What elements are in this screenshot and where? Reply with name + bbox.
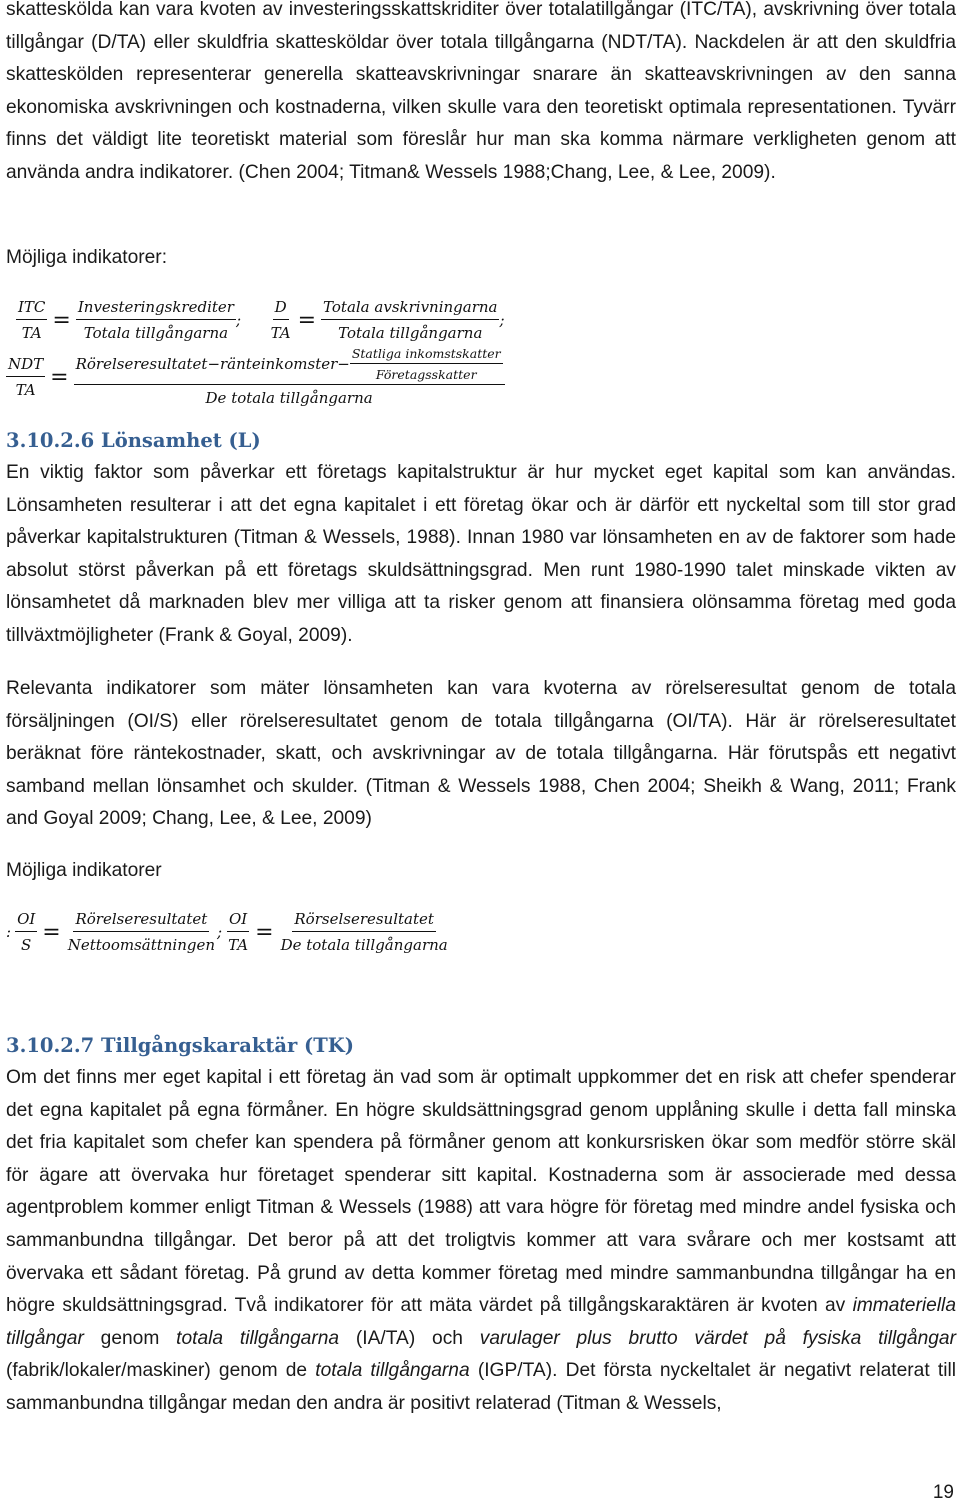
section-heading-tillgang: 3.10.2.7 Tillgångskaraktär (TK) [6,1034,354,1057]
paragraph-lonsamhet-2: Relevanta indikatorer som mäter lönsamheten kan vara kvoterna av rörelseresultat genom de totala försäljningen (OI/S) eller rörelseresultatet genom de totala tillgångarna (OI/TA). Här är rörelseresultatet beräknat före räntekostnader, skatt, och avskrivningar av de totala tillgångarna. Här förutspås ett negativt samband mellan lönsamhet och skulder. (Titman & Wessels 1988, Chen 2004; Sheikh & Wang, 2011; Frank and Goyal 2009; Chang, Lee, & Lee, 2009) [6,678,956,830]
formula-itc-d: $\frac{\text{ITC}}{TA}$ = $\frac{\text{Investeringskrediter}}{\text{Totala tillgångarna}}$ ; $\frac{D}{TA}$ = $\frac{\text{Totala avskrivningarna}}{\text{Totala tillgångarna}}$ ; [18,298,505,342]
frac-itc-ta: $\frac{\text{ITC}}{TA}$ [18,298,46,342]
frac-investering: $\frac{\text{Investeringskrediter}}{\text{Totala tillgångarna}}$ [77,298,234,342]
frac-skatter: $\frac{\text{Statliga inkomstskatter}}{\text{Företagsskatter}}$ [351,346,501,382]
formula-oi: : $\frac{OI}{S}$ = $\frac{\text{Rörelseresultatet}}{\text{Nettoomsättningen}}$ ; $\frac{OI}{TA}$ = $\frac{\text{Rörselseresultatet}}{\text{De totala tillgångarna}}$ [6,910,448,954]
paragraph-lonsamhet-1: En viktig faktor som påverkar ett företags kapitalstruktur är hur mycket eget kapital som kan användas. Lönsamheten resulterar i att det egna kapitalet i ett företag ökar och är därför ett nyckeltal som till stor grad påverkar kapitalstrukturen (Titman & Wessels, 1988). Innan 1980 var lönsamheten en av de faktorer som hade absolut störst påverkan på ett företags skuldsättningsgrad. Men runt 1980-1990 talet minskade vikten av lönsamhetet då marknaden blev mer villiga att ta risker genom att finansiera olönsamma företag med goda tillväxtmöjligheter (Frank & Goyal, 2009). [6,462,956,646]
indicators-label-2: Möjliga indikatorer [6,860,162,881]
paragraph-tillgang: Om det finns mer eget kapital i ett företag än vad som är optimalt uppkommer det en risk att chefer spenderar det egna kapitalet på egna förmåner. En högre skuldsättningsgrad genom upplåning skulle i detta fall minska det fria kapitalet som chefer kan spendera på förmåner genom att konkursrisken ökar som medför större skäl för ägare att övervaka hur företaget spenderar sitt kapital. Kostnaderna som är associerade med dessa agentproblem kommer enligt Titman & Wessels (1988) att vara högre för företag med mindre andel fysiska och sammanbundna tillgångar. Det beror på att det troligtvis kommer att vara svårare och mer kostsamt att övervaka ett sådant företag. På grund av detta kommer företag med mindre sammanbundna tillgångar ha en högre skuldsättningsgrad. Två indikatorer för att mäta värdet på tillgångskaraktären är kvoten av immateriella tillgångar genom totala tillgångarna (IA/TA) och varulager plus brutto värdet på fysiska tillgångar (fabrik/lokaler/maskiner) genom de totala tillgångarna (IGP/TA). Det första nyckeltalet är negativt relaterat till sammanbundna tillgångar medan den andra är positivt relaterad (Titman & Wessels, [6,1067,956,1414]
frac-d-ta: $\frac{D}{TA}$ [270,298,291,342]
section-heading-lonsamhet: 3.10.2.6 Lönsamhet (L) [6,429,261,452]
frac-avskrivning: $\frac{\text{Totala avskrivningarna}}{\text{Totala tillgångarna}}$ [323,298,498,342]
paragraph-intro-b: Tyvärr finns det väldigt lite teoretiskt material som föreslår hur man ska komma närmare verkligheten genom att använda andra indikatorer. (Chen 2004; Titman& Wessels 1988;Chang, Lee, & Lee, 2009). [6,96,957,183]
frac-oi-ta: $\frac{OI}{TA}$ [228,910,249,954]
formula-ndt: $\frac{\text{NDT}}{TA}$ = Rörelseresultatet−ränteinkomster− $\frac{\text{Statliga inkomstskatter}}{\text{Företagsskatter}}$ De totala tillgångarna [6,346,505,408]
frac-ndt-ta: $\frac{\text{NDT}}{TA}$ [8,355,44,399]
indicators-label-1: Möjliga indikatorer: [6,247,168,268]
intro-text [6,0,956,190]
frac-ndt-big: Rörelseresultatet−ränteinkomster− $\frac{\text{Statliga inkomstskatter}}{\text{Företagsskatter}}$ De totala tillgångarna [74,346,505,408]
frac-rorelse-netto: $\frac{\text{Rörelseresultatet}}{\text{Nettoomsättningen}}$ [67,910,216,954]
paragraph-intro-a: skattesköldа kan vara kvoten av investeringsskattskriditer över totalatillgångar (ITC/TA), avskrivning över totala tillgångar (D/TA) eller skuldfria skattesköldar över totala tillgångarna (NDT/TA). Nackdelen är att den skuldfria skatteskölden representerar generella skatteavskrivningar snarare än skatteavskrivningen av den sanna ekonomiska avskrivningen och kostnaderna, vilken skulle vara den teoretiskt optimala representationen. [6,0,956,118]
page-number: 19 [932,1482,954,1503]
frac-oi-s: $\frac{OI}{S}$ [17,910,36,954]
frac-rorelse-totala: $\frac{\text{Rörselseresultatet}}{\text{De totala tillgångarna}}$ [280,910,448,954]
paragraph-intro [6,0,956,190]
